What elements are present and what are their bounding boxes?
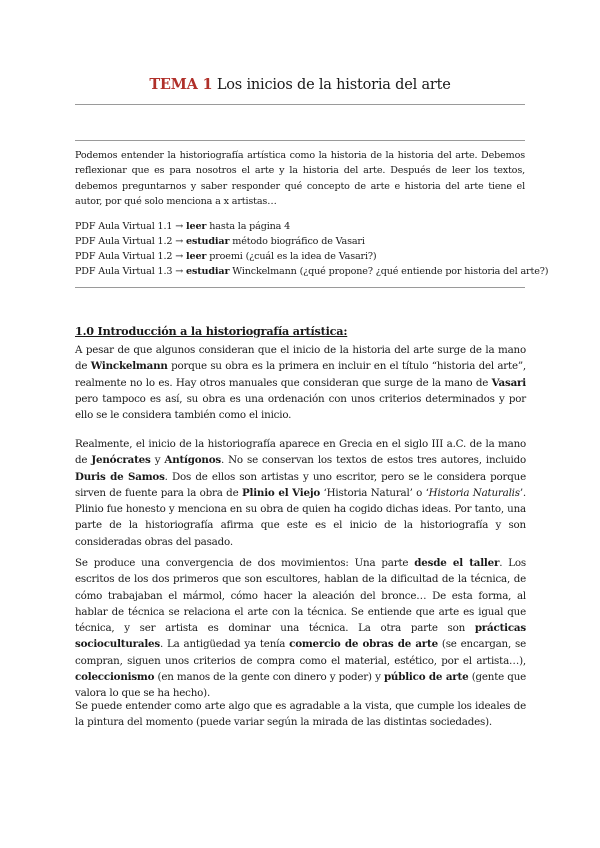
divider [75, 104, 525, 105]
reading-item: PDF Aula Virtual 1.2 → leer proemi (¿cuál es la idea de Vasari?) [75, 251, 377, 262]
page-title [0, 76, 600, 93]
reading-item: PDF Aula Virtual 1.3 → estudiar Winckelmann (¿qué propone? ¿qué entiende por historia del arte?) [75, 266, 549, 277]
divider [75, 287, 525, 288]
section-heading: 1.0 Introducción a la historiografía artística: [75, 324, 348, 338]
reading-list [75, 219, 549, 279]
reading-item: PDF Aula Virtual 1.2 → estudiar método biográfico de Vasari [75, 236, 365, 247]
intro-paragraph: Podemos entender la historiografía artística como la historia de la historia del arte. Debemos reflexionar que es para nosotros el arte y la historia del arte. Después de leer los textos, debemos preguntarnos y saber responder qué concepto de arte e historia del arte tiene el autor, por qué solo menciona a x artistas… [75, 150, 525, 208]
reading-item: PDF Aula Virtual 1.1 → leer hasta la página 4 [75, 221, 291, 232]
paragraph-4: Se puede entender como arte algo que es agradable a la vista, que cumple los ideales de la pintura del momento (puede variar según la mirada de las distintas sociedades). [75, 700, 526, 729]
paragraph-1: A pesar de que algunos consideran que el inicio de la historia del arte surge de la mano de Winckelmann porque su obra es la primera en incluir en el título “historia del arte”, realmente no lo es. Hay otros manuales que consideran que surge de la mano de Vasari pero tampoco es así, su obra es una ordenación con unos criterios determinados y por ello se le considera también como el inicio. [75, 344, 526, 422]
title-number: TEMA 1 [149, 76, 213, 93]
paragraph-2: Realmente, el inicio de la historiografía aparece en Grecia en el siglo III a.C. de la mano de Jenócrates y Antígonos. No se conservan los textos de estos tres autores, incluido Duris de Samos. Dos de ellos son artistas y uno escritor, pero se le considera porque sirven de fuente para la obra de Plinio el Viejo ‘Historia Natural’ o ‘Historia Naturalis’. Plinio fue honesto y menciona en su obra de quien ha cogido dichas ideas. Por tanto, una parte de la historiografía afirma que este es el inicio de la historiografía y son consideradas obras del pasado. [75, 438, 527, 548]
paragraph-3: Se produce una convergencia de dos movimientos: Una parte desde el taller. Los escritos de los dos primeros que son escultores, hablan de la dificultad de la técnica, de cómo trabajaban el mármol, cómo hacer la aleación del bronce… De esta forma, al hablar de técnica se relaciona el arte con la técnica. Se entiende que arte es igual que técnica, y ser artista es dominar una técnica. La otra parte son prácticas socioculturales. La antigüedad ya tenía comercio de obras de arte (se encargan, se compran, siguen unos criterios de compra como el material, estético, por el artista…), coleccionismo (en manos de la gente con dinero y poder) y público de arte (gente que valora lo que se ha hecho). [75, 557, 527, 700]
title-text: Los inicios de la historia del arte [212, 77, 451, 93]
divider [75, 140, 525, 141]
